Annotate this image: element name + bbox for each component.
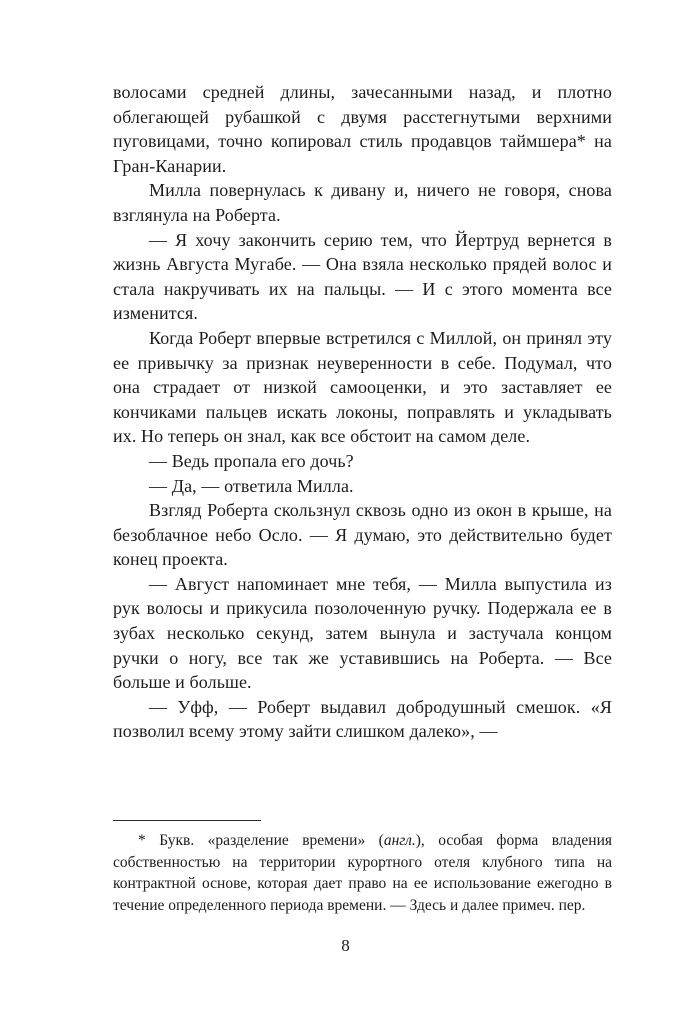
paragraph: Когда Роберт впервые встретился с Миллой, он принял эту ее привычку за признак неуверенности в себе. Подумал, что она страдает от низкой самооценки, и это заставляет ее кончиками пальцев искать локоны, поправлять и укладывать их. Но теперь он знал, как все обстоит на самом деле. xyxy=(113,327,612,447)
paragraph: Взгляд Роберта скользнул сквозь одно из окон в крыше, на безоблачное небо Осло. — Я думаю, это действительно будет конец проекта. xyxy=(113,500,612,570)
footnote-part: ), особая форма владения собственностью на территории курортного отеля клубного типа на контрактной основе, которая дает право на ее использование ежегодно в течение определенного периода времени. — Здесь и далее примеч. пер. xyxy=(113,832,612,914)
footnote-area xyxy=(113,820,612,916)
paragraph-dialogue: — Я хочу закончить серию тем, что Йертруд вернется в жизнь Августа Мугабе. — Она взяла несколько прядей волос и стала накручивать их на пальцы. — И с этого момента все изменится. xyxy=(113,229,612,324)
paragraph-dialogue: — Да, — ответила Милла. xyxy=(149,475,354,496)
footnote-separator-rule xyxy=(113,820,261,821)
paragraph: волосами средней длины, зачесанными назад, и плотно облегающей рубашкой с двумя расстегнутыми верхними пуговицами, точно копировал стиль продавцов таймшера* на Гран-Канарии. xyxy=(113,82,612,176)
paragraph-dialogue: — Ведь пропала его дочь? xyxy=(149,450,354,471)
footnote-part-italic: англ. xyxy=(383,832,416,850)
paragraph-dialogue: — Август напоминает мне тебя, — Милла выпустила из рук волосы и прикусила позолоченную ручку. Подержала ее в зубах несколько секунд, затем вынула и застучала концом ручки о ногу, все так же уставившись на Роберта. — Все больше и больше. xyxy=(113,573,612,693)
page-number: 8 xyxy=(341,936,350,955)
paragraph-dialogue: — Уфф, — Роберт выдавил добродушный смешок. «Я позволил всему этому зайти слишком далеко», — xyxy=(113,696,612,742)
footnote-text xyxy=(113,830,612,916)
footnote-part: * Букв. «разделение времени» ( xyxy=(138,832,384,850)
paragraph: Милла повернулась к дивану и, ничего не говоря, снова взглянула на Роберта. xyxy=(113,180,612,225)
page-body-text xyxy=(113,80,612,744)
